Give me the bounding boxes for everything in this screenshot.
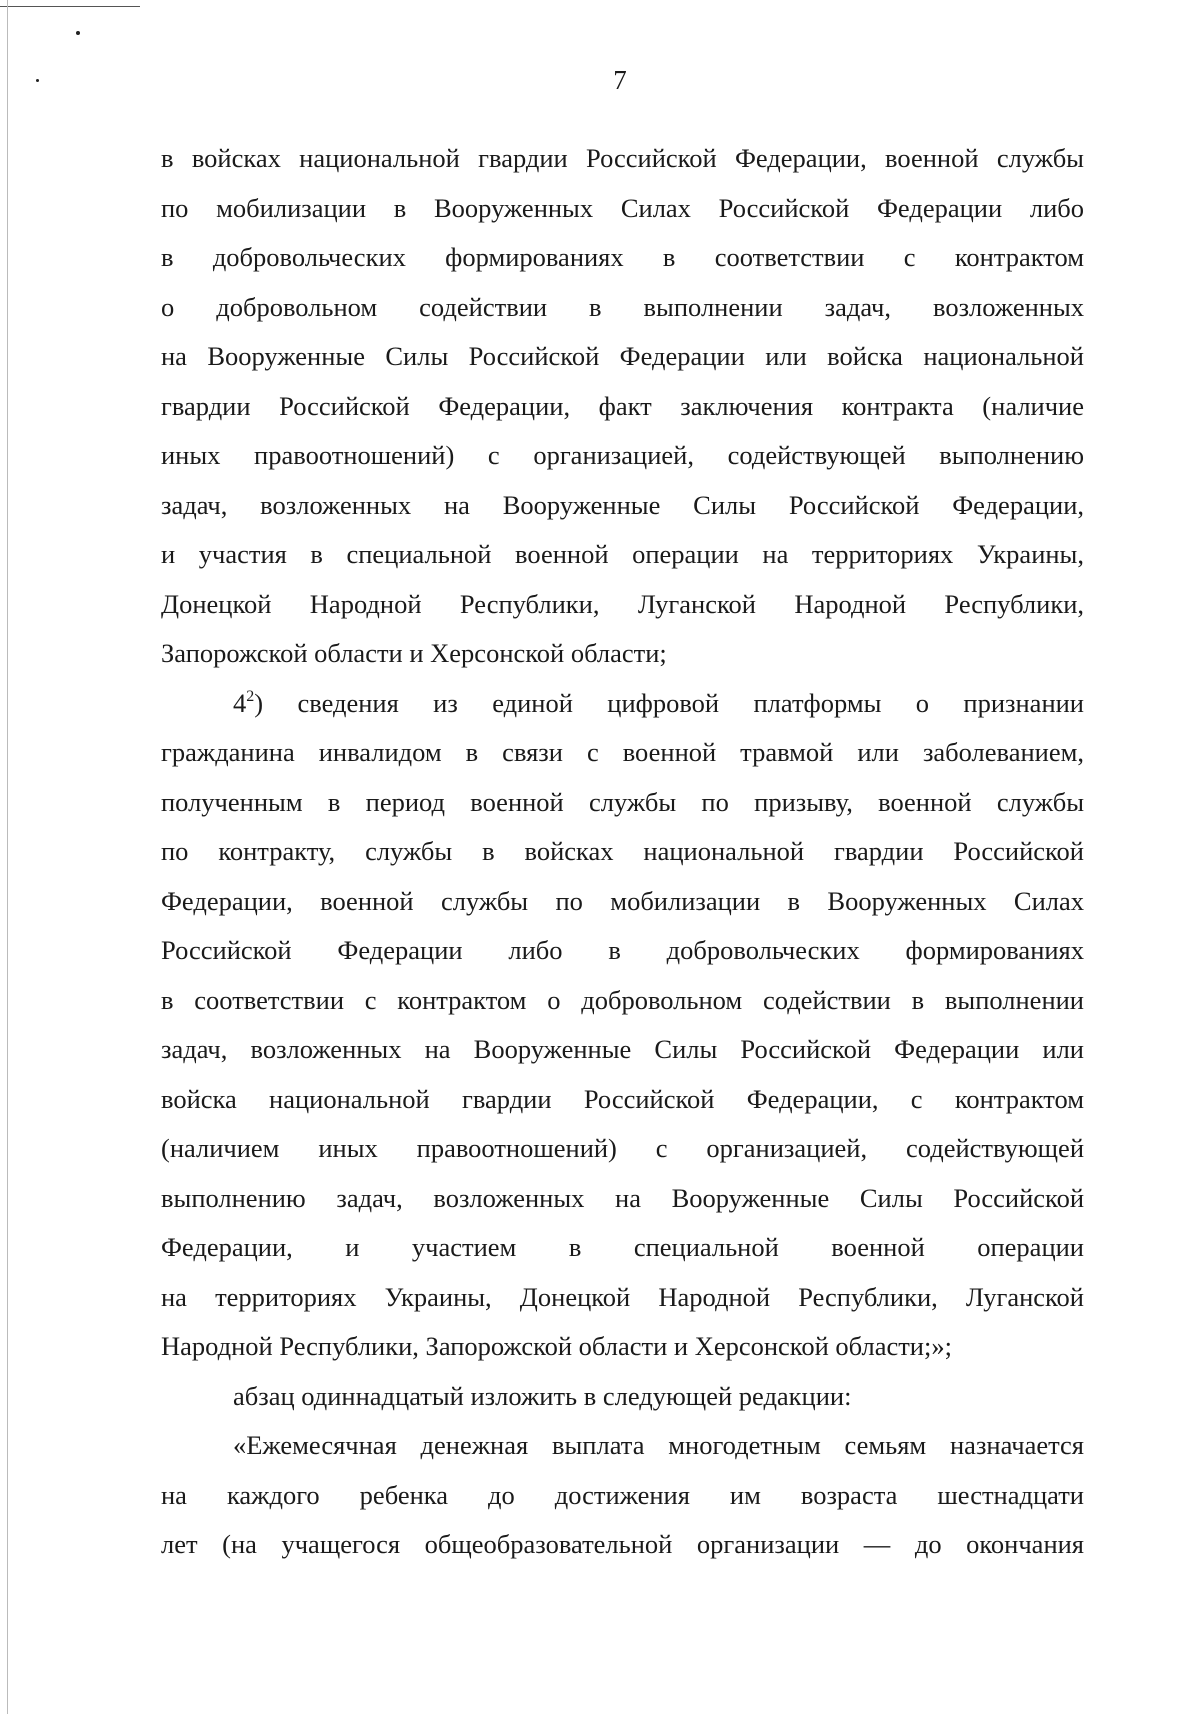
scan-speck <box>76 31 80 35</box>
text-line: в соответствии с контрактом о добровольном содействии в выполнении <box>161 984 1084 1015</box>
text-line: Донецкой Народной Республики, Луганской Народной Республики, <box>161 588 1084 619</box>
text-line: выполнению задач, возложенных на Вооруженные Силы Российской <box>161 1182 1084 1213</box>
item-number: $4^2$) <box>233 687 264 718</box>
text-line: по контракту, службы в войсках национальной гвардии Российской <box>161 836 1084 866</box>
page-number: 7 <box>613 65 627 95</box>
document-body <box>161 134 1084 1570</box>
text-line: и участия в специальной военной операции на территориях Украины, <box>161 539 1084 569</box>
text-line: по мобилизации в Вооруженных Силах Российской Федерации либо <box>161 192 1084 223</box>
text-line: Федерации, военной службы по мобилизации в Вооруженных Силах <box>161 885 1084 916</box>
text-line: полученным в период военной службы по призыву, военной службы <box>161 786 1084 817</box>
scan-margin-line <box>7 0 8 1714</box>
text-line: Народной Республики, Запорожской области и Херсонской области;»; <box>161 1331 952 1361</box>
text-line: Запорожской области и Херсонской области; <box>161 638 667 668</box>
text-line: на каждого ребенка до достижения им возраста шестнадцати <box>161 1479 1084 1510</box>
text-line: $4^2$) сведения из единой цифровой платформы о признании <box>233 687 1084 718</box>
text-line: о добровольном содействии в выполнении задач, возложенных <box>161 291 1084 322</box>
paragraph-item-4-2 <box>161 679 1084 1372</box>
text-line: войска национальной гвардии Российской Федерации, с контрактом <box>161 1083 1084 1114</box>
text-line: лет (на учащегося общеобразовательной организации — до окончания <box>161 1529 1084 1559</box>
paragraph-instruction <box>161 1372 1084 1422</box>
text-line: гражданина инвалидом в связи с военной травмой или заболеванием, <box>161 737 1084 767</box>
text-line: задач, возложенных на Вооруженные Силы Российской Федерации, <box>161 489 1084 520</box>
text-line: на территориях Украины, Донецкой Народной Республики, Луганской <box>161 1281 1084 1312</box>
text-line: «Ежемесячная денежная выплата многодетным семьям назначается <box>233 1430 1084 1460</box>
text-line: гвардии Российской Федерации, факт заключения контракта (наличие <box>161 390 1084 421</box>
text-line: Федерации, и участием в специальной военной операции <box>161 1232 1084 1262</box>
scan-edge-line <box>0 6 140 7</box>
text-line: задач, возложенных на Вооруженные Силы Российской Федерации или <box>161 1034 1084 1064</box>
text-line: Российской Федерации либо в добровольческих формированиях <box>161 935 1084 965</box>
paragraph-continuation <box>161 134 1084 679</box>
text-line: абзац одиннадцатый изложить в следующей редакции: <box>233 1380 852 1411</box>
item-superscript: 2 <box>246 687 255 705</box>
text-line: на Вооруженные Силы Российской Федерации или войска национальной <box>161 341 1084 371</box>
text-line: в добровольческих формированиях в соответствии с контрактом <box>161 242 1084 272</box>
text-line: (наличием иных правоотношений) с организацией, содействующей <box>161 1133 1084 1163</box>
paragraph-quoted-text <box>161 1421 1084 1570</box>
text-line: в войсках национальной гвардии Российской Федерации, военной службы <box>161 143 1084 173</box>
text-line: иных правоотношений) с организацией, содействующей выполнению <box>161 440 1084 470</box>
